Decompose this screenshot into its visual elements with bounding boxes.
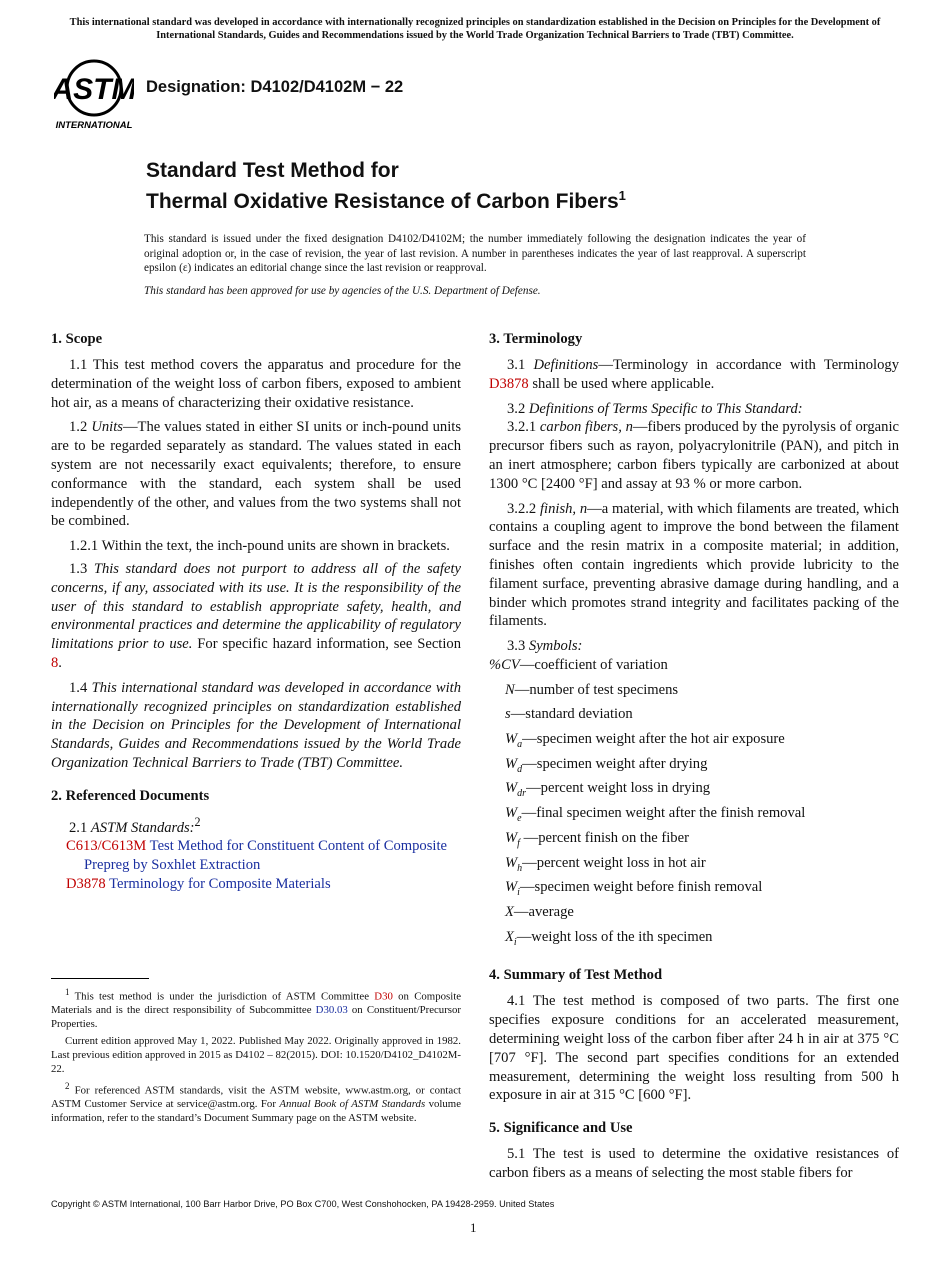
page-number: 1 <box>470 1220 477 1235</box>
astm-logo <box>54 56 134 132</box>
designation: Designation: D4102/D4102M − 22 <box>146 78 404 96</box>
section-heading: 5. Significance and Use <box>489 1120 633 1137</box>
symbol-entry: s—standard deviation <box>505 706 633 723</box>
logo-word: INTERNATIONAL <box>55 120 133 131</box>
symbol-entry: $W_h—percent$ weight loss in hot air <box>505 854 706 874</box>
reference-title-link[interactable]: Terminology for Composite Materials <box>109 875 331 892</box>
section-8-link[interactable]: 8 <box>51 654 59 671</box>
paragraph-1-4: 1.4 This international standard was developed in accordance with internationally recognized principles on standardization established in the Decision on Principles for the Development of International Standards, Guides and Recommendations issued by the World Trade Organization Technical Barriers to Trade (TBT) Committee. <box>51 679 462 771</box>
symbol-entry: $W_i—specimen$ weight before finish removal <box>505 879 763 899</box>
paragraph-2-1: 2.1 ASTM Standards:$^2$ <box>69 814 201 836</box>
symbol-entry: $W_a—specimen$ weight after the hot air exposure <box>505 731 785 750</box>
reference-entry <box>51 875 461 894</box>
subcommittee-link[interactable]: D30.03 <box>315 1004 348 1017</box>
paragraph-3-1: 3.1 Definitions—Terminology in accordance with Terminology D3878 shall be used where applicable. <box>489 357 899 392</box>
section-heading: 3. Terminology <box>489 331 583 347</box>
symbol-entry: X—average <box>505 903 574 920</box>
footnote-divider <box>51 978 149 979</box>
issue-note: This standard is issued under the fixed designation D4102/D4102M; the number immediately following the designation indicates the year of original adoption or, in the case of revision, the year of last revision. A number in parentheses indicates the year of last reapproval. A superscript epsilon (ε) indicates an editorial change since the last revision or reapproval. <box>144 233 806 274</box>
paragraph-3-3: 3.3 Symbols: <box>507 638 583 655</box>
symbol-entry: N—number of test specimens <box>505 681 679 698</box>
symbol-entry: %CV—coefficient of variation <box>489 656 668 673</box>
paragraph-5-1: 5.1 The test is used to determine the oxidative resistances of carbon fibers as a means of selecting the most stable fibers for <box>489 1146 899 1181</box>
paragraph-4-1: 4.1 The test method is composed of two parts. The first one specifies exposure conditions for an accelerated measurement, determining weight loss of the carbon fiber after 24 h in air at 375 °C [707 °F]. The second part specifies conditions for an extended measurement, determining the weight loss resulting from 500 h exposure in air at 315 °C [600 °F]. <box>489 993 899 1104</box>
section-heading: 2. Referenced Documents <box>51 787 210 804</box>
footnote-1: $^1$ This test method is under the jurisdiction of ASTM Committee D30 on Composite Materials and is the direct responsibility of Subcommittee D30.03 on Constituent/Precursor Properties. <box>51 987 462 1030</box>
symbol-entry: $W_f$ —percent finish on the fiber <box>505 829 689 849</box>
paragraph-3-2-2: 3.2.2 finish, n—a material, with which filaments are treated, which contains a coupling agent to improve the bond between the filament surface and the resin matrix in a composite material; in addition, finishes often contain ingredients which provide lubricity to the filament surface, preventing abrasive damage during handling, and a binder which promotes strand integrity and facilitates packing of the filaments. <box>489 500 900 630</box>
approval-note: This standard has been approved for use by agencies of the U.S. Department of Defense. <box>144 285 541 297</box>
logo-letters: ASTM <box>54 73 134 106</box>
paragraph-1-2-1: 1.2.1 Within the text, the inch-pound units are shown in brackets. <box>69 538 450 555</box>
symbol-entry: $W_e—final$ specimen weight after the finish removal <box>505 805 806 825</box>
footnote-2: $^2$ For referenced ASTM standards, visit the ASTM website, www.astm.org, or contact ASTM Customer Service at service@astm.org. For Annual Book of ASTM Standards volume information, refer to the standard’s Document Summary page on the ASTM website. <box>51 1081 461 1124</box>
left-column <box>51 328 461 894</box>
paragraph-1-2: 1.2 Units—The values stated in either SI units or inch-pound units are to be regarded separately as standard. The values stated in each system are not necessarily exact equivalents; therefore, to ensure conformance with the standard, each system shall be used independently of the other, and values from the two systems shall not be combined. <box>51 419 462 530</box>
section-heading: 1. Scope <box>51 331 103 347</box>
title-footnote-mark: 1 <box>618 188 626 203</box>
paragraph-1-3: 1.3 This standard does not purport to address all of the safety concerns, if any, associated with its use. It is the responsibility of the user of this standard to establish appropriate safety, health, and environmental practices and determine the applicability of regulatory limitations prior to use. For specific hazard information, see Section 8. <box>51 560 461 671</box>
title-line-2: Thermal Oxidative Resistance of Carbon Fibers$^1$ <box>146 188 626 213</box>
footnote-edition: Current edition approved May 1, 2022. Published May 2022. Originally approved in 1982. Last previous edition approved in 2015 as D4102 – 82(2015). DOI: 10.1520/D4102_D4102M-22. <box>51 1035 461 1075</box>
reference-code-link[interactable]: C613/C613M <box>66 838 147 855</box>
paragraph-3-2-1: 3.2.1 carbon fibers, n—fibers produced by the pyrolysis of organic precursor fibers such as rayon, polyacrylonitrile (PAN), and pitch in an inert atmosphere; carbon fibers typically are carbonized at about 1300 °C [2400 °F] and assay at 93 % or more carbon. <box>489 419 899 492</box>
symbol-entry: $W_{dr}—percent$ weight loss in drying <box>505 780 711 800</box>
paragraph-1-1: 1.1 This test method covers the apparatus and procedure for the determination of the weight loss of carbon fibers, exposed to ambient hot air, as a means of characterizing their oxidative resistance. <box>51 357 461 411</box>
symbol-list <box>489 656 899 952</box>
reference-entry <box>51 837 461 875</box>
right-column <box>489 328 899 1189</box>
footnotes <box>51 986 461 1130</box>
top-notice: This international standard was developed in accordance with internationally recognized principles on standardization established in the Decision on Principles for the Development of International Standards, Guides and Recommendations issued by the World Trade Organization Technical Barriers to Trade (TBT) Committee. <box>69 17 881 41</box>
d3878-link[interactable]: D3878 <box>489 375 529 392</box>
section-heading: 4. Summary of Test Method <box>489 967 663 984</box>
committee-d30-link[interactable]: D30 <box>374 990 393 1003</box>
reference-code-link[interactable]: D3878 <box>66 875 106 892</box>
copyright: Copyright © ASTM International, 100 Barr Harbor Drive, PO Box C700, West Conshohocken, PA 19428-2959. United States <box>51 1199 555 1209</box>
reference-title-link[interactable]: Test Method for Constituent Content of Composite Prepreg by Soxhlet Extraction <box>84 838 447 874</box>
astm-logo-graphic <box>54 56 134 132</box>
symbol-entry: $X_i—weight$ loss of the ith specimen <box>505 928 713 948</box>
title-line-1: Standard Test Method for <box>146 159 399 182</box>
symbol-entry: $W_d—specimen$ weight after drying <box>505 755 708 775</box>
page-title <box>146 158 626 214</box>
paragraph-3-2: 3.2 Definitions of Terms Specific to This Standard: <box>507 400 803 417</box>
